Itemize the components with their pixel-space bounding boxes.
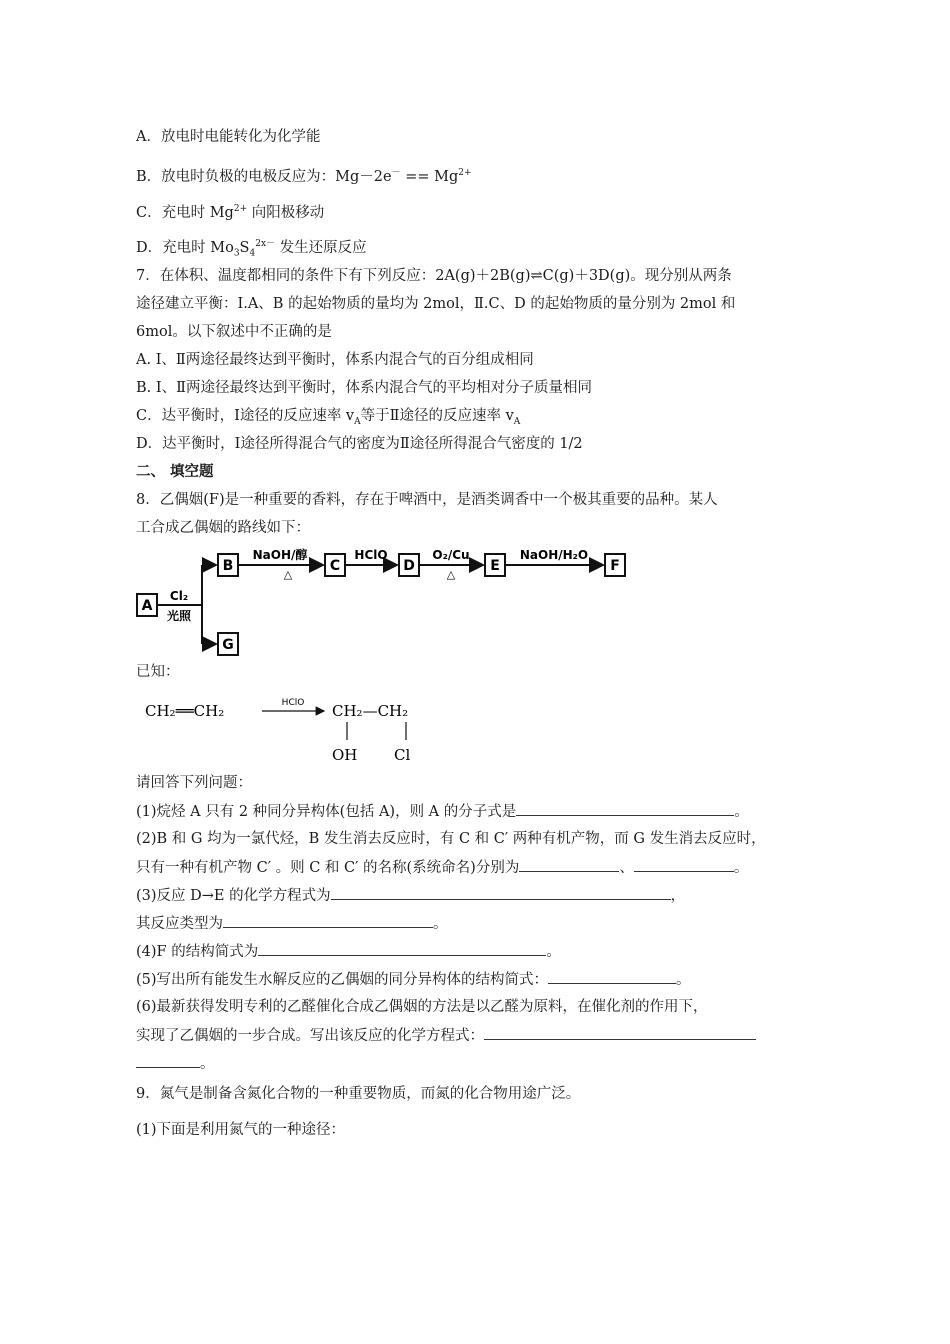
scheme-label-d: D bbox=[403, 558, 415, 574]
q6-option-b-mid: == Mg bbox=[400, 168, 459, 185]
q8-part6-line2 bbox=[136, 1025, 756, 1046]
q8-part1 bbox=[136, 801, 749, 822]
scheme-label-a: A bbox=[141, 598, 153, 614]
q6-option-b-text: B．放电时负极的电极反应为：Mg－2e bbox=[136, 168, 392, 185]
scheme-cond-light: 光照 bbox=[166, 609, 192, 623]
q9-part1: (1)下面是利用氮气的一种途径： bbox=[136, 1122, 346, 1138]
q8-part6-line3 bbox=[136, 1053, 215, 1074]
q8-part3-text: (3)反应 D→E 的化学方程式为 bbox=[136, 888, 331, 904]
q8-part4-end: 。 bbox=[546, 944, 561, 960]
charge-sup: 2+ bbox=[233, 204, 248, 214]
q6-option-d-text: D．充电时 Mo bbox=[136, 239, 234, 256]
subscript: A bbox=[354, 416, 361, 427]
answer-blank[interactable] bbox=[331, 885, 671, 900]
q6-option-c-post: 向阳极移动 bbox=[247, 204, 325, 221]
q7-option-d: D．达平衡时，Ⅰ途径所得混合气的密度为Ⅱ途径所得混合气密度的 1/2 bbox=[136, 436, 583, 452]
charge-sup: 2+ bbox=[458, 168, 472, 178]
subscript: 4 bbox=[249, 248, 256, 259]
q8-part3-type-text: 其反应类型为 bbox=[136, 916, 223, 932]
q8-prompt: 请回答下列问题： bbox=[136, 775, 252, 791]
scheme-label-b: B bbox=[222, 558, 234, 574]
q8-part5 bbox=[136, 969, 691, 990]
q8-part5-end: 。 bbox=[676, 972, 691, 988]
scheme-cond-bc: NaOH/醇 bbox=[252, 548, 308, 562]
q8-part6-end: 。 bbox=[200, 1056, 215, 1072]
subscript: 3 bbox=[233, 248, 240, 259]
q6-option-c-text: C．充电时 Mg bbox=[136, 204, 234, 221]
subscript: A bbox=[513, 416, 521, 427]
q8-part3-type-end: 。 bbox=[433, 916, 448, 932]
q8-part2-end: 。 bbox=[733, 860, 749, 876]
q6-option-b bbox=[136, 163, 472, 187]
synthesis-scheme bbox=[134, 544, 634, 662]
known-reagent: HClO bbox=[281, 698, 305, 708]
scheme-cond-bc-heat: △ bbox=[283, 568, 293, 581]
q8-intro-line2: 工合成乙偶姻的路线如下： bbox=[136, 520, 310, 536]
scheme-label-c: C bbox=[329, 558, 341, 574]
q7-option-c-text: C．达平衡时，Ⅰ途径的反应速率 v bbox=[136, 408, 355, 424]
q8-part2-line1: (2)B 和 G 均为一氯代烃，B 发生消去反应时，有 C 和 C′ 两种有机产物，而 G 发生消去反应时， bbox=[136, 831, 766, 847]
known-reaction bbox=[140, 690, 440, 770]
answer-blank[interactable] bbox=[136, 1053, 200, 1068]
q6-option-c bbox=[136, 199, 324, 223]
q7-line3: 6mol。以下叙述中不正确的是 bbox=[136, 324, 332, 340]
known-sub-cl: Cl bbox=[394, 746, 411, 764]
q8-part6-line1: (6)最新获得发明专利的乙醛催化合成乙偶姻的方法是以乙醛为原料，在催化剂的作用下， bbox=[136, 999, 708, 1015]
answer-blank[interactable] bbox=[484, 1025, 756, 1040]
q7-option-c-mid: 等于Ⅱ途径的反应速率 v bbox=[360, 408, 514, 424]
known-label: 已知： bbox=[136, 664, 180, 680]
known-reactant: CH₂══CH₂ bbox=[145, 702, 225, 720]
answer-blank[interactable] bbox=[519, 857, 619, 872]
q7-line1: 7．在体积、温度都相同的条件下有下列反应：2A(g)＋2B(g)⇌C(g)＋3D(g)。现分别从两条 bbox=[136, 268, 732, 284]
answer-blank[interactable] bbox=[516, 801, 734, 816]
q9-intro: 9．氮气是制备含氮化合物的一种重要物质，而氮的化合物用途广泛。 bbox=[136, 1086, 581, 1102]
q7-option-b: B. Ⅰ、Ⅱ两途径最终达到平衡时，体系内混合气的平均相对分子质量相同 bbox=[136, 380, 592, 396]
q8-part2-sep: 、 bbox=[619, 860, 634, 876]
charge-sup: － bbox=[391, 168, 401, 178]
q6-option-a: A．放电时电能转化为化学能 bbox=[136, 129, 321, 145]
answer-blank[interactable] bbox=[634, 857, 734, 872]
q8-part4 bbox=[136, 941, 561, 962]
scheme-label-g: G bbox=[222, 637, 234, 653]
q8-part5-text: (5)写出所有能发生水解反应的乙偶姻的同分异构体的结构简式： bbox=[136, 972, 549, 988]
q8-part1-text: (1)烷烃 A 只有 2 种同分异构体(包括 A)，则 A 的分子式是 bbox=[136, 804, 517, 820]
known-product: CH₂—CH₂ bbox=[332, 702, 409, 720]
q8-part3-line1 bbox=[136, 885, 685, 906]
q7-option-c bbox=[136, 406, 520, 432]
scheme-cond-de-heat: △ bbox=[446, 568, 456, 581]
q7-line2: 途径建立平衡：Ⅰ.A、B 的起始物质的量均为 2mol，Ⅱ.C、D 的起始物质的量分别为 2mol 和 bbox=[136, 296, 736, 312]
scheme-cond-ef: NaOH/H₂O bbox=[519, 548, 589, 562]
q8-intro-line1: 8．乙偶姻(F)是一种重要的香料，存在于啤酒中，是酒类调香中一个极其重要的品种。某人 bbox=[136, 492, 718, 508]
q8-part3-line2 bbox=[136, 913, 448, 934]
q8-part3-end: ， bbox=[670, 888, 686, 904]
answer-blank[interactable] bbox=[223, 913, 433, 928]
q8-part4-text: (4)F 的结构简式为 bbox=[136, 944, 259, 960]
scheme-cond-cd: HClO bbox=[354, 548, 388, 562]
q6-option-d-s: S bbox=[239, 239, 250, 256]
charge-sup: 2x－ bbox=[255, 239, 276, 249]
q6-option-d-post: 发生还原反应 bbox=[275, 239, 367, 256]
q8-part6-text: 实现了乙偶姻的一步合成。写出该反应的化学方程式： bbox=[136, 1028, 484, 1044]
q8-part2-line2 bbox=[136, 857, 748, 878]
q8-part1-end: 。 bbox=[734, 804, 749, 820]
answer-blank[interactable] bbox=[548, 969, 676, 984]
section-title: 二、 填空题 bbox=[136, 463, 214, 480]
known-sub-oh: OH bbox=[332, 746, 358, 764]
scheme-label-f: F bbox=[610, 558, 620, 574]
q8-part2-text: 只有一种有机产物 C′ 。则 C 和 C′ 的名称(系统命名)分别为 bbox=[136, 860, 520, 876]
scheme-cond-de: O₂/Cu bbox=[432, 548, 470, 562]
q6-option-d bbox=[136, 234, 367, 264]
answer-blank[interactable] bbox=[258, 941, 546, 956]
q7-option-a: A. Ⅰ、Ⅱ两途径最终达到平衡时，体系内混合气的百分组成相同 bbox=[136, 352, 534, 368]
scheme-cond-cl2: Cl₂ bbox=[169, 589, 189, 603]
scheme-label-e: E bbox=[490, 558, 500, 574]
